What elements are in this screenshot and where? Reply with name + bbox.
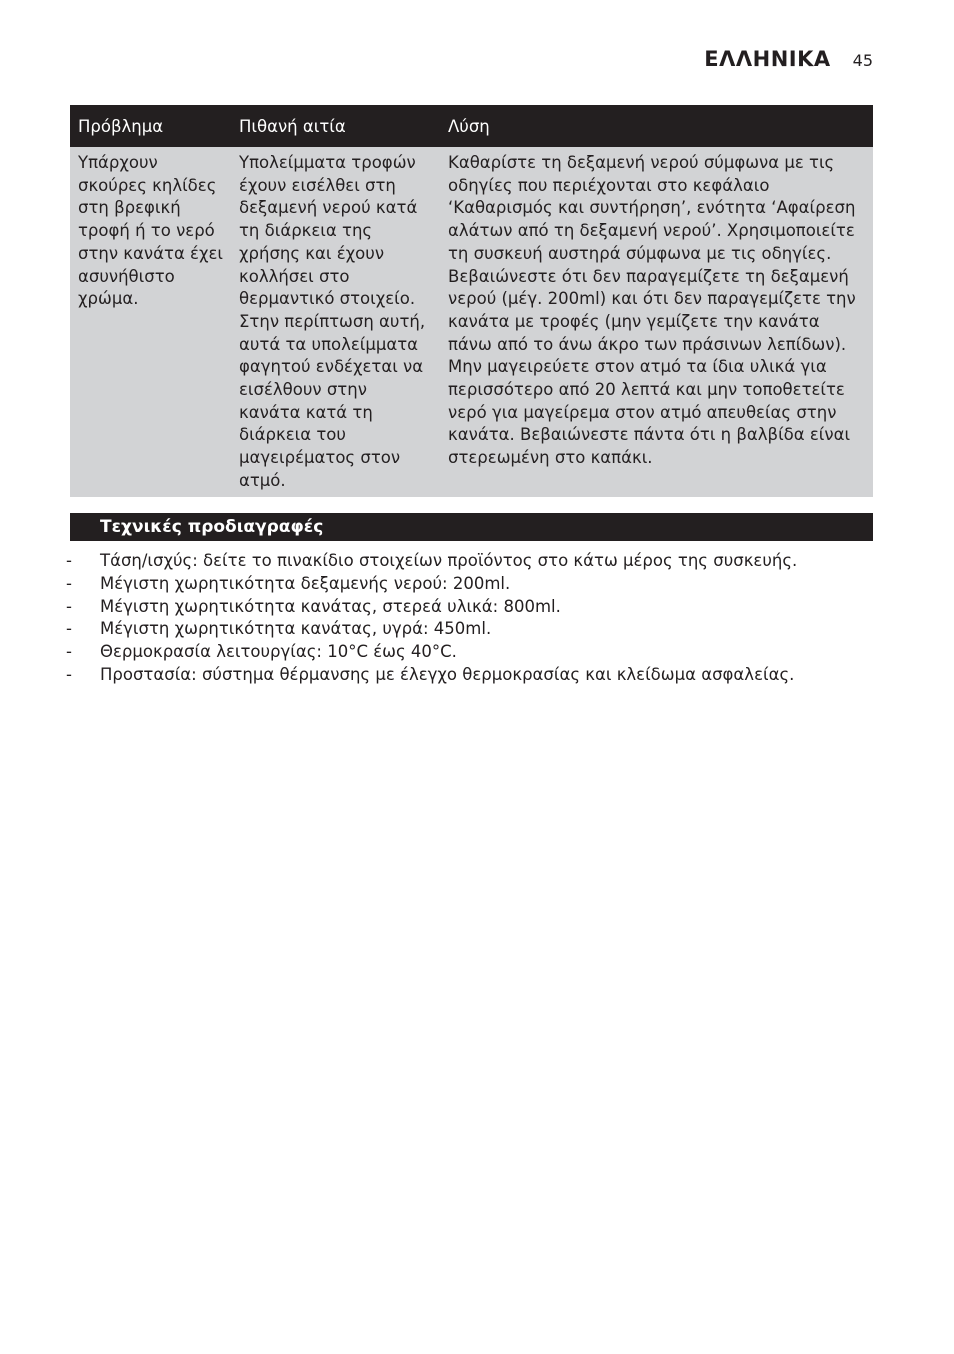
bullet-dash: - xyxy=(66,596,72,616)
bullet-dash: - xyxy=(66,573,72,593)
problem-cell: Υπάρχουν σκούρες κηλίδες στη βρεφική τροφή ή το νερό στην κανάτα έχει ασυνήθιστο χρώμα. xyxy=(70,147,231,497)
list-item xyxy=(66,664,886,687)
header-problem: Πρόβλημα xyxy=(70,105,231,147)
spec-text: Προστασία: σύστημα θέρμανσης με έλεγχο θερμοκρασίας και κλείδωμα ασφαλείας. xyxy=(100,664,795,684)
list-item xyxy=(66,550,886,573)
spec-text: Μέγιστη χωρητικότητα κανάτας, υγρά: 450ml. xyxy=(100,619,492,639)
cause-cell: Υπολείμματα τροφών έχουν εισέλθει στη δεξαμενή νερού κατά τη διάρκεια της χρήσης και έχουν κολλήσει στο θερμαντικό στοιχείο. Στην περίπτωση αυτή, αυτά τα υπολείμματα φαγητού ενδέχεται να εισέλθουν στην κανάτα κατά τη διάρκεια του μαγειρέματος στον ατμό. xyxy=(231,147,440,497)
list-item xyxy=(66,573,886,596)
spec-list xyxy=(66,550,886,687)
table-header-row xyxy=(70,105,873,147)
list-item xyxy=(66,641,886,664)
spec-text: Μέγιστη χωρητικότητα κανάτας, στερεά υλικά: 800ml. xyxy=(100,596,561,616)
spec-text: Θερμοκρασία λειτουργίας: 10°C έως 40°C. xyxy=(100,642,457,662)
list-item xyxy=(66,618,886,641)
list-item xyxy=(66,596,886,619)
page-number: 45 xyxy=(852,51,873,70)
bullet-dash: - xyxy=(66,619,72,639)
bullet-dash: - xyxy=(66,642,72,662)
header-solution: Λύση xyxy=(440,105,873,147)
spec-text: Μέγιστη χωρητικότητα δεξαμενής νερού: 200ml. xyxy=(100,573,511,593)
section-title-technical-specs: Τεχνικές προδιαγραφές xyxy=(70,513,873,541)
troubleshooting-table xyxy=(70,105,873,497)
language-label: ΕΛΛΗΝΙΚΑ xyxy=(704,47,831,71)
solution-cell: Καθαρίστε τη δεξαμενή νερού σύμφωνα με τις οδηγίες που περιέχονται στο κεφάλαιο ‘Καθαρισμός και συντήρηση’, ενότητα ‘Αφαίρεση αλάτων από τη δεξαμενή νερού’. Χρησιμοποιείτε τη συσκευή αυστηρά σύμφωνα με τις οδηγίες. Βεβαιώνεστε ότι δεν παραγεμίζετε τη δεξαμενή νερού (μέγ. 200ml) και ότι δεν παραγεμίζετε την κανάτα με τροφές (μην γεμίζετε την κανάτα πάνω από το άνω άκρο των πράσινων λεπίδων). Μην μαγειρεύετε στον ατμό τα ίδια υλικά για περισσότερο από 20 λεπτά και μην τοποθετείτε νερό για μαγείρεμα στον ατμό απευθείας στην κανάτα. Βεβαιώνεστε πάντα ότι η βαλβίδα είναι στερεωμένη στο καπάκι. xyxy=(440,147,873,497)
page-header xyxy=(704,47,873,71)
spec-text: Τάση/ισχύς: δείτε το πινακίδιο στοιχείων προϊόντος στο κάτω μέρος της συσκευής. xyxy=(100,551,798,570)
bullet-dash: - xyxy=(66,551,72,570)
bullet-dash: - xyxy=(66,664,72,684)
header-cause: Πιθανή αιτία xyxy=(231,105,440,147)
table-row xyxy=(70,147,873,497)
